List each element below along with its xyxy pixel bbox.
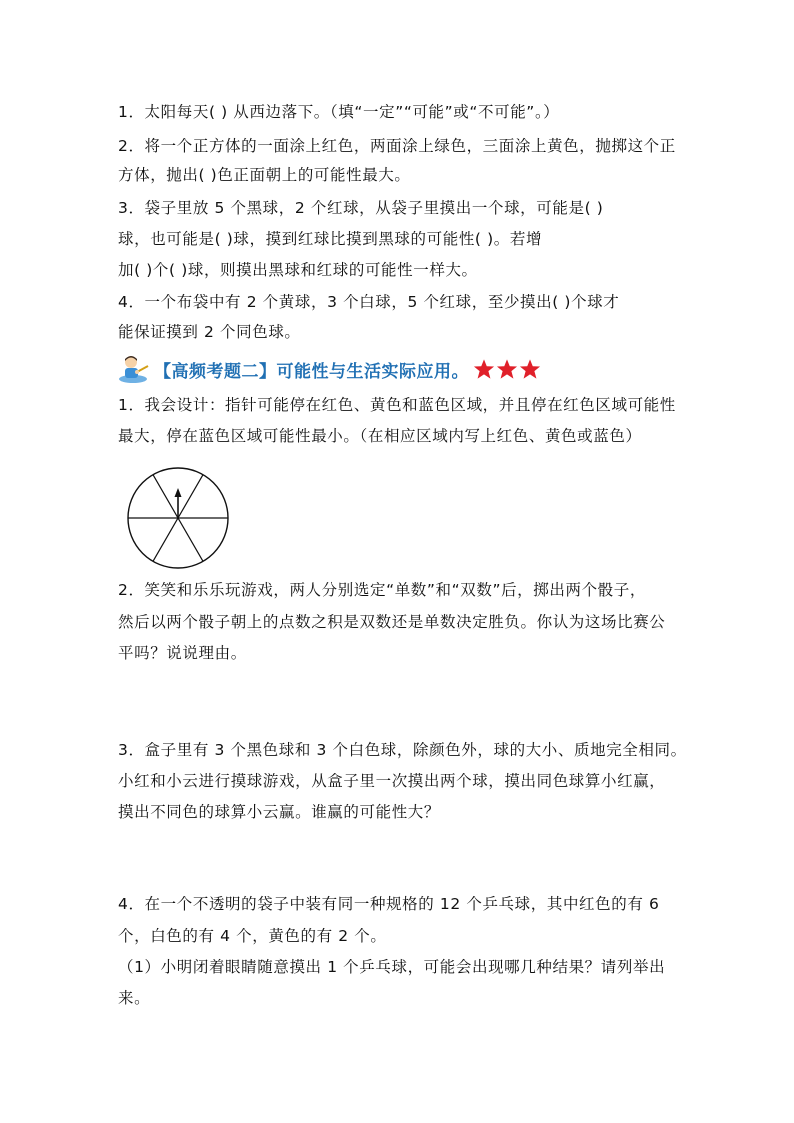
s1-question-2-line-2: 方体，抛出( )色正面朝上的可能性最大。	[118, 166, 411, 184]
s2-question-2-line-1: 2．笑笑和乐乐玩游戏，两人分别选定“单数”和“双数”后，掷出两个骰子，	[118, 581, 646, 599]
s2-question-1-line-1: 1．我会设计：指针可能停在红色、黄色和蓝色区域，并且停在红色区域可能性	[118, 396, 676, 414]
s2-question-2-line-2: 然后以两个骰子朝上的点数之积是双数还是单数决定胜负。你认为这场比赛公	[118, 613, 666, 631]
s1-question-2-line-1: 2．将一个正方体的一面涂上红色，两面涂上绿色，三面涂上黄色，抛掷这个正	[118, 137, 676, 155]
pointer-arrow-icon	[175, 488, 182, 497]
s2-question-4-sub-1-line-1: （1）小明闭着眼睛随意摸出 1 个乒乓球，可能会出现哪几种结果？请列举出	[118, 958, 666, 976]
s2-question-1-line-2: 最大，停在蓝色区域可能性最小。（在相应区域内写上红色、黄色或蓝色）	[118, 427, 642, 445]
s2-question-4-line-1: 4．在一个不透明的袋子中装有同一种规格的 12 个乒乓球，其中红色的有 6	[118, 895, 660, 913]
star-icon	[496, 358, 518, 380]
s1-question-1: 1．太阳每天( ) 从西边落下。（填“一定”“可能”或“不可能”。）	[118, 103, 560, 121]
difficulty-stars	[473, 358, 542, 380]
s2-question-4-sub-1-line-2: 来。	[118, 989, 151, 1007]
s1-question-4-line-2: 能保证摸到 2 个同色球。	[118, 323, 301, 341]
star-icon	[519, 358, 541, 380]
s1-question-3-line-2: 球，也可能是( )球，摸到红球比摸到黑球的可能性( )。若增	[118, 230, 543, 248]
s2-question-3-line-1: 3．盒子里有 3 个黑色球和 3 个白色球，除颜色外，球的大小、质地完全相同。	[118, 741, 687, 759]
section-2-title: 【高频考题二】可能性与生活实际应用。	[154, 361, 469, 382]
section-2-header	[118, 354, 542, 384]
s1-question-3-line-3: 加( )个( )球，则摸出黑球和红球的可能性一样大。	[118, 261, 478, 279]
s1-question-4-line-1: 4．一个布袋中有 2 个黄球，3 个白球，5 个红球，至少摸出( )个球才	[118, 293, 620, 311]
star-icon	[473, 358, 495, 380]
spinner-diagram	[126, 466, 230, 570]
s2-question-3-line-2: 小红和小云进行摸球游戏，从盒子里一次摸出两个球，摸出同色球算小红赢，	[118, 772, 666, 790]
student-writing-icon	[118, 354, 152, 384]
s2-question-4-line-2: 个，白色的有 4 个，黄色的有 2 个。	[118, 927, 387, 945]
s2-question-2-line-3: 平吗？说说理由。	[118, 644, 247, 662]
s2-question-3-line-3: 摸出不同色的球算小云赢。谁赢的可能性大？	[118, 803, 441, 821]
s1-question-3-line-1: 3．袋子里放 5 个黑球，2 个红球，从袋子里摸出一个球，可能是( )	[118, 199, 604, 217]
